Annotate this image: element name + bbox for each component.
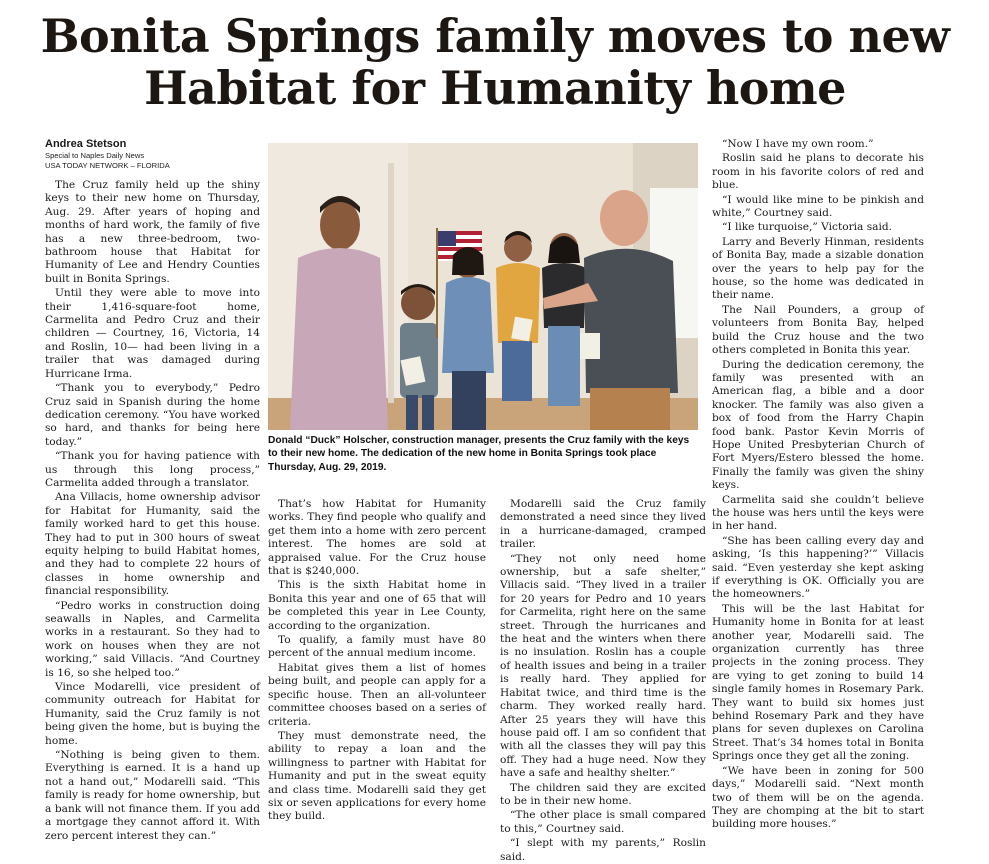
paragraph: “Thank you to everybody,” Pedro Cruz said in Spanish during the home dedication ceremony. “You have worked so hard, and thanks for being here today.” bbox=[45, 382, 260, 448]
paragraph: “Thank you for having patience with us through this long process,” Carmelita added through a translator. bbox=[45, 450, 260, 489]
byline-affiliation: Special to Naples Daily News bbox=[45, 151, 145, 160]
paragraph: “Nothing is being given to them. Everything is earned. It is a hand up not a hand out,” Modarelli said. “This family is ready for home ownership, but a bank will not finance them. If you add a mortgage they cannot afford it. With zero percent interest they can.” bbox=[45, 749, 260, 842]
news-photo bbox=[268, 143, 698, 430]
paragraph: “They not only need home ownership, but a safe shelter,” Villacis said. “They lived in a trailer for 20 years for Pedro and 10 years for Carmelita, right here on the same street. Through the hurricanes and the heat and the winters when there is no insulation. Roslin has a couple of health issues and being in a trailer is really hard. They applied for Habitat twice, and third time is the charm. They worked really hard. After 25 years they will have this house paid off. I am so confident that with all the classes they will pay this off. They had a huge need. Now they have a safe and healthy shelter.” bbox=[500, 552, 706, 780]
article-column-1 bbox=[45, 138, 260, 842]
paragraph: Ana Villacis, home ownership advisor for Habitat for Humanity, said the family worked hard to get this house. They had to put in 300 hours of sweat equity helping to build Habitat homes, and they had to complete 22 hours of classes in home ownership and financial responsibility. bbox=[45, 491, 260, 598]
paragraph: To qualify, a family must have 80 percent of the annual medium income. bbox=[268, 634, 486, 660]
paragraph: “We have been in zoning for 500 days,” Modarelli said. “Next month two of them will be on the agenda. They are chomping at the bit to start building more houses.” bbox=[712, 764, 924, 831]
paragraph: Vince Modarelli, vice president of community outreach for Habitat for Humanity, said the Cruz family is not being given the home, but is buying the home. bbox=[45, 681, 260, 747]
byline-network: USA TODAY NETWORK – FLORIDA bbox=[45, 161, 170, 170]
article-column-3 bbox=[500, 498, 706, 863]
paragraph: This is the sixth Habitat home in Bonita this year and one of 65 that will be completed this year in Lee County, according to the organization. bbox=[268, 579, 486, 632]
paragraph: Modarelli said the Cruz family demonstrated a need since they lived in a hurricane-damaged, cramped trailer. bbox=[500, 498, 706, 551]
paragraph: “The other place is small compared to this,” Courtney said. bbox=[500, 809, 706, 835]
paragraph: “Pedro works in construction doing seawalls in Naples, and Carmelita works in a restaurant. So they had to work on houses when they are not working,” said Villacis. “And Courtney is 16, so she helped too.” bbox=[45, 599, 260, 679]
paragraph: The children said they are excited to be in their new home. bbox=[500, 781, 706, 807]
paragraph: Habitat gives them a list of homes being built, and people can apply for a specific house. Then an all-volunteer committee chooses based on a series of criteria. bbox=[268, 661, 486, 728]
paragraph: Larry and Beverly Hinman, residents of Bonita Bay, made a sizable donation over the years to help pay for the house, so the home was dedicated in their name. bbox=[712, 235, 924, 302]
photo-illustration bbox=[268, 143, 698, 430]
headline: Bonita Springs family moves to new Habitat for Humanity home bbox=[40, 9, 950, 115]
paragraph: Until they were able to move into their 1,416-square-foot home, Carmelita and Pedro Cruz and their children — Courtney, 16, Victoria, 14 and Roslin, 10— had been living in a trailer that was damaged during Hurricane Irma. bbox=[45, 287, 260, 380]
paragraph: During the dedication ceremony, the family was presented with an American flag, a bible and a door knocker. The family was also given a box of food from the Harry Chapin food bank. Pastor Kevin Morris of Hope United Presbyterian Church of Fort Myers/Estero blessed the home. Finally the family was given the shiny keys. bbox=[712, 358, 924, 492]
paragraph: “I slept with my parents,” Roslin said. bbox=[500, 837, 706, 863]
byline bbox=[45, 138, 260, 171]
photo-caption: Donald “Duck” Holscher, construction manager, presents the Cruz family with the keys to their new home. The dedication of the new home in Bonita Springs took place Thursday, Aug. 29, 2019. bbox=[268, 435, 690, 473]
paragraph: “I like turquoise,” Victoria said. bbox=[722, 221, 893, 234]
article-column-2 bbox=[268, 498, 486, 840]
paragraph: “I would like mine to be pinkish and white,” Courtney said. bbox=[712, 193, 924, 220]
paragraph: The Nail Pounders, a group of volunteers from Bonita Bay, helped build the Cruz house and the two others completed in Bonita this year. bbox=[712, 303, 924, 357]
paragraph: This will be the last Habitat for Humanity home in Bonita for at least another year, Modarelli said. The organization currently has three projects in the zoning process. They are vying to get zoning to build 14 single family homes in Rosemary Park. They want to build six homes just behind Rosemary Park and they have plans for seven duplexes on Carolina Street. That’s 34 homes total in Bonita Springs once they get all the zoning. bbox=[712, 602, 924, 763]
paragraph: Roslin said he plans to decorate his room in his favorite colors of red and blue. bbox=[712, 152, 924, 192]
byline-author: Andrea Stetson bbox=[45, 138, 127, 150]
paragraph: “Now I have my own room.” bbox=[722, 138, 874, 150]
paragraph: Carmelita said she couldn’t believe the house was hers until the keys were in her hand. bbox=[712, 493, 924, 533]
paragraph: The Cruz family held up the shiny keys to their new home on Thursday, Aug. 29. After years of hoping and months of hard work, the family of five has a new three-bedroom, two-bathroom house that Habitat for Humanity of Lee and Hendry Counties built in Bonita Springs. bbox=[45, 179, 260, 285]
article-column-4 bbox=[712, 138, 924, 838]
paragraph: “She has been calling every day and asking, ‘Is this happening?’” Villacis said. “Even yesterday she kept asking if everything is OK. Officially you are the homeowners.” bbox=[712, 534, 924, 601]
paragraph: They must demonstrate need, the ability to repay a loan and the willingness to partner with Habitat for Humanity and put in the sweat equity and class time. Modarelli said they get six or seven applications for every home they build. bbox=[268, 729, 486, 823]
paragraph: That’s how Habitat for Humanity works. They find people who qualify and get them into a home with zero percent interest. The homes are sold at appraised value. For the Cruz house that is $240,000. bbox=[268, 498, 486, 578]
